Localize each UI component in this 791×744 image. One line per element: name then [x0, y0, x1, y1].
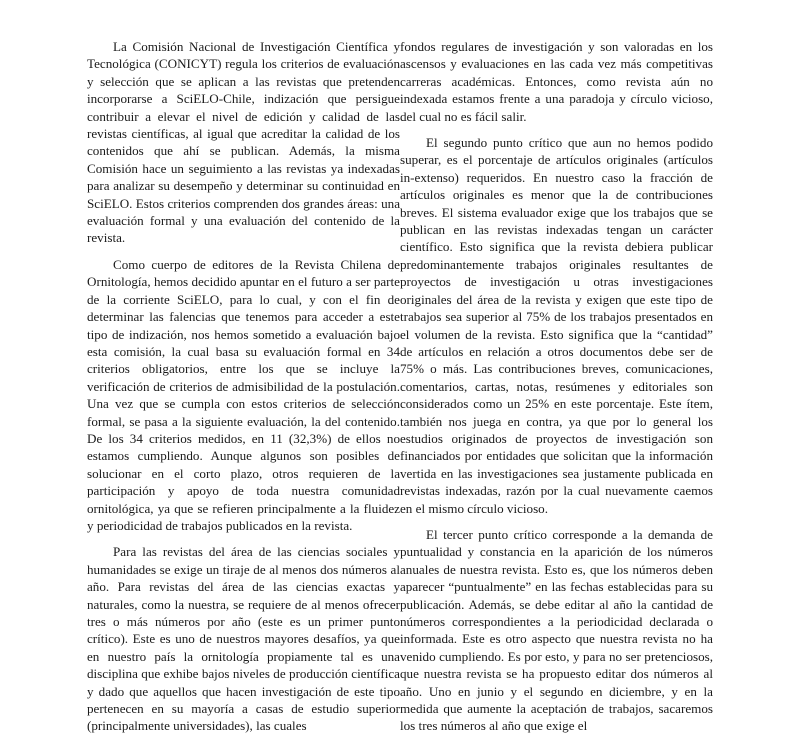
paragraph-continuation: fondos regulares de investigación y son valoradas en los ascensos y evaluaciones en las cada vez más competitivas carreras académicas. Entonces, como revista aún no indexada estamos frente a una paradoja y círculo vicioso, del cual no es fácil salir. [400, 39, 713, 124]
paragraph-third-critical-point: El tercer punto crítico corresponde a la demanda de puntualidad y constancia en la aparición de los números anuales de nuestra revista. Esto es, que los números deben aparecer “puntualmente” en las fechas establecidas para su publicación. Además, se debe editar al año la cantidad de números correspondientes a la periodicidad declarada o informada. Este es otro aspecto que nuestra revista no ha venido cumpliendo. Es por esto, y para no ser pretenciosos, que nuestra revista se ha propuesto editar dos números al año. Uno en junio y el segundo en diciembre, y en la medida que aumente la aceptación de trabajos, sacaremos los tres números al año que exige el [400, 526, 713, 734]
paragraph-editors: Como cuerpo de editores de la Revista Chilena de Ornitología, hemos decidido apuntar en el futuro a ser parte de la corriente SciELO, para lo cual, y con el fin de determinar las falencias que tenemos para acceder a este tipo de indización, nos hemos sometido a evaluación bajo esta comisión, la cual basa su evaluación formal en 34 criterios obligatorios, entre los que se incluye la verificación de criterios de admisibilidad de la postulación. Una vez que se cumpla con estos criterios de selección formal, se pasa a la siguiente evaluación, la del contenido. De los 34 criterios medidos, en 11 (32,3%) de ellos no estamos cumpliendo. Aunque algunos son posibles de solucionar en el corto plazo, otros requieren de la participación y apoyo de toda nuestra comunidad ornitológica, ya que se refieren principalmente a la fluidez y periodicidad de trabajos publicados en la revista. [87, 256, 400, 533]
left-column [87, 38, 400, 744]
paragraph-second-critical-point: El segundo punto crítico que aun no hemos podido superar, es el porcentaje de artículos originales (artículos in-extenso) requeridos. En nuestro caso la fracción de artículos originales es menor que la de contribuciones breves. El sistema evaluador exige que los trabajos que se publican en las revistas indexadas tengan un carácter científico. Esto significa que la revista debiera publicar predominantemente trabajos originales resultantes de proyectos de investigación u otras investigaciones originales del área de la revista y exigen que este tipo de trabajos sea superior al 75% de los trabajos presentados en el volumen de la revista. Esto significa que la “cantidad” de artículos en relación a otros documentos debe ser de 75% o más. Las contribuciones breves, comunicaciones, comentarios, cartas, notas, resúmenes y editoriales son considerados como un 25% en este porcentaje. Este ítem, también nos juega en contra, ya que por lo general los estudios originados de proyectos de investigación son financiados por entidades que solicitan que la información vertida en las investigaciones sea justamente publicada en revistas indexadas, razón por la cual nuevamente caemos en el mismo círculo vicioso. [400, 135, 713, 516]
paragraph-conicyt: La Comisión Nacional de Investigación Científica y Tecnológica (CONICYT) regula los criterios de evaluación y selección que se aplican a las revistas que pretenden incorporarse a SciELO-Chile, indización que persigue contribuir a elevar el nivel de edición y calidad de las revistas científicas, al igual que acreditar la calidad de los contenidos que ahí se publican. Además, la misma Comisión hace un seguimiento a las revistas ya indexadas para analizar su desempeño y determinar su continuidad en SciELO. Estos criterios comprenden dos grandes áreas: una evaluación formal y una evaluación del contenido de la revista. [87, 39, 400, 246]
paragraph-issues-per-year: Para las revistas del área de las ciencias sociales y humanidades se exige un tiraje de al menos dos números al año. Para revistas del área de las ciencias exactas y naturales, como la nuestra, se requiere de al menos ofrecer tres o más números por año (este es un primer punto crítico). Este es uno de nuestros mayores desafíos, ya que en nuestro país la ornitología propiamente tal es una disciplina que exhibe bajos niveles de producción científica y dado que aquellos que hacen investigación de este tipo pertenecen en su mayoría a casas de estudio superior (principalmente universidades), las cuales [87, 544, 400, 734]
right-column [400, 38, 713, 744]
